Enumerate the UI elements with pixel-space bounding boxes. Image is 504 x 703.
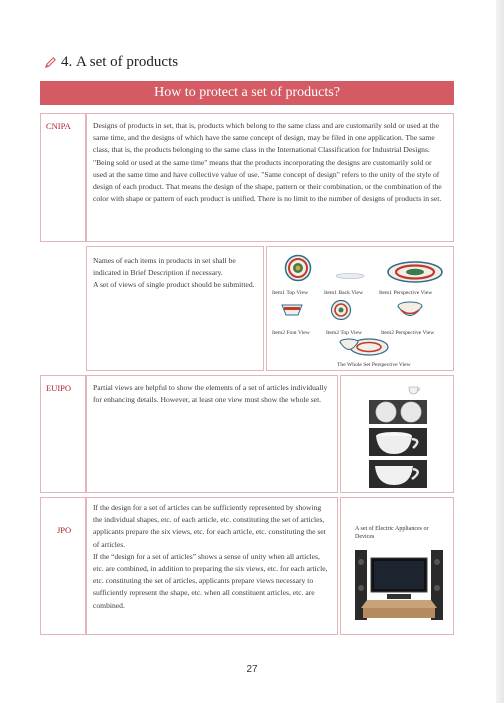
page-number: 27: [246, 664, 258, 675]
jpo-paragraph-individual: If the design for a set of articles can be sufficiently represented by showing the individual shapes, etc. of each article, etc. constituting the set of articles, applicants prepare the six views, etc. for each article, etc. constituting the set of articles.: [93, 503, 326, 549]
euipo-image-cell: [340, 375, 454, 493]
bowl-top-view-image: [331, 300, 351, 320]
section-heading: [44, 54, 178, 71]
banner-text: How to protect a set of products?: [154, 85, 340, 100]
caption-item2-front: Item2 Font View: [272, 330, 310, 336]
caption-item1-perspective: Item1 Perspective View: [379, 290, 433, 296]
bowl-perspective-image: [397, 301, 423, 321]
section-title: A set of products: [76, 54, 179, 70]
caption-item1-top: Item1 Top View: [272, 290, 309, 296]
pencil-icon: [44, 56, 57, 69]
jpo-label-cell: [40, 497, 86, 635]
section-number: 4.: [61, 54, 73, 70]
question-banner: [40, 81, 454, 105]
cnipa-label: CNIPA: [46, 121, 71, 131]
jpo-paragraph-combined: If the “design for a set of articles” shows a sense of unity when all articles, etc. are combined, in addition to preparing the six views, etc. for each article, etc. constituting the set of articles, applicants prepare views necessary to sufficiently represent the shape, etc. when all constituent articles, etc. are combined.: [93, 551, 328, 610]
jpo-caption: A set of Electric Appliances or Devices: [355, 526, 429, 540]
cup-thumbnail-image: [408, 385, 422, 395]
saucers-photo: [369, 400, 427, 424]
caption-item2-top: Item2 Top View: [326, 330, 363, 336]
cnipa-paragraph: Designs of products in set, that is, products which belong to the same class and are customarily sold or used at the same time, and the designs of which have the same concept of design, may be filed in one application. The same class, that is, the products belonging to the same class in the International Classification for Industrial Designs. "Being sold or used at the same time" means that the products incorporating the designs are customarily sold or used at the same time and have collective value of use. "Same concept of design" refers to the unity of the style of design of each product. That means the design of the shape, pattern or their combination, or the combination of the color with shape or pattern of each product is unified. There is no limit to the number of designs of products in set.: [93, 121, 442, 204]
cnipa-label-cell: [40, 113, 86, 242]
cnipa-image-cell: [266, 246, 454, 371]
cnipa-note-views: A set of views of single product should be submitted.: [93, 280, 255, 290]
teacup-photo-angled: [369, 428, 427, 456]
whole-set-image: [339, 335, 389, 357]
jpo-label: JPO: [57, 525, 72, 535]
teacup-photo-side: [369, 460, 427, 488]
euipo-text-cell: [86, 375, 338, 493]
plate-back-view-image: [335, 271, 365, 279]
cnipa-note-names: Names of each items in products in set shall be indicated in Brief Description if necessary.: [93, 256, 236, 278]
home-theater-set-image: [353, 548, 445, 624]
caption-item2-perspective: Item2 Perspective View: [381, 330, 435, 336]
bowl-front-view-image: [281, 303, 303, 317]
euipo-text: Partial views are helpful to show the elements of a set of articles individually for enhancing details. However, at least one view must show the whole set.: [93, 383, 328, 405]
caption-item1-back: Item1 Back View: [324, 290, 364, 296]
jpo-text-cell: [86, 497, 338, 635]
euipo-label: EUIPO: [46, 383, 72, 393]
plate-perspective-image: [387, 261, 443, 283]
plate-top-view-image: [285, 255, 311, 281]
page-edge-shadow: [496, 0, 504, 703]
cnipa-notes-cell: [86, 246, 264, 371]
caption-whole-set: The Whole Set Perspective View: [337, 362, 411, 368]
cnipa-text-cell: [86, 113, 454, 242]
jpo-image-cell: [340, 497, 454, 635]
euipo-label-cell: [40, 375, 86, 493]
